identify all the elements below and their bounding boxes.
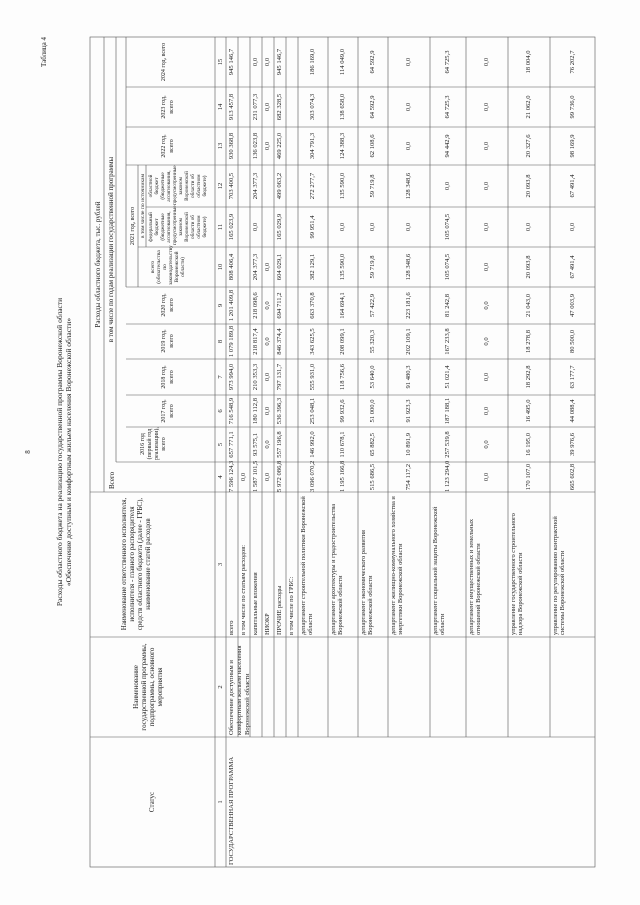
col-number: 1: [217, 800, 224, 804]
table-cell: 128 348,6: [405, 253, 412, 281]
table-cell: 18 278,8: [525, 329, 532, 354]
table-cell: 0,0: [264, 440, 271, 449]
table-cell: 253 048,1: [309, 397, 316, 425]
table-cell: 128 348,6: [405, 172, 412, 200]
table-cell: 99 932,6: [339, 399, 346, 423]
header-budget-group: Расходы областного бюджета, тыс. рублей: [94, 201, 102, 328]
table-cell: 0,0: [264, 406, 271, 416]
table-cell: 716 548,9: [228, 397, 235, 425]
table-cell: 180 112,8: [252, 397, 259, 425]
table-cell: 94 442,9: [444, 134, 451, 158]
row-label: департамент имущественных и земельных отношений Воронежской области: [468, 518, 482, 635]
table-cell: 5 972 086,8: [276, 460, 283, 492]
table-cell: 0,0: [405, 222, 412, 232]
table-cell: 80 500,0: [568, 329, 576, 354]
table-cell: 7 596 124,3: [228, 460, 235, 492]
header-by-years: в том числе по годам реализации государственной программы: [107, 156, 115, 343]
table-cell: 64 592,9: [369, 50, 376, 74]
table-cell: 16 495,0: [525, 399, 532, 423]
table-cell: 44 088,4: [568, 399, 576, 423]
col-number: 14: [217, 103, 224, 111]
row-label: департамент строительной политики Воронежской области: [300, 496, 314, 635]
table-cell: 47 003,9: [568, 293, 576, 318]
row-label: управление по регулированию контрактной системы Воронежской области: [552, 516, 566, 635]
table-cell: 499 063,2: [276, 172, 283, 200]
table-cell: 76 202,7: [568, 50, 576, 74]
table-cell: 0,0: [264, 337, 271, 346]
table-cell: 754 117,2: [405, 463, 412, 491]
col-number: 7: [217, 375, 224, 379]
table-cell: 64 725,3: [444, 50, 451, 74]
table-cell: 186 169,0: [309, 48, 316, 76]
table-cell: 0,0: [405, 102, 412, 112]
table-cell: 110 678,1: [339, 431, 346, 458]
table-cell: 18 004,0: [525, 50, 532, 74]
table-cell: 0,0: [264, 301, 271, 310]
col-number: 2: [217, 685, 224, 689]
annex-label: Таблица 4: [40, 37, 48, 67]
table-cell: 57 422,9: [369, 293, 376, 318]
table-cell: 65 882,5: [369, 432, 376, 457]
table-cell: 187 188,1: [444, 397, 451, 425]
table-cell: 10 891,9: [405, 432, 412, 457]
table-cell: 99 951,4: [309, 215, 316, 239]
header-2021-incl: в том числе по источникам: [140, 173, 146, 239]
table-cell: 93 575,1: [252, 432, 259, 457]
table-cell: 53 640,0: [369, 365, 376, 389]
col-number: 12: [217, 182, 224, 190]
col-number: 3: [217, 562, 224, 567]
header-total: Всего: [108, 471, 116, 489]
table-cell: 21 043,0: [525, 293, 532, 318]
table-cell: 913 457,8: [228, 93, 235, 121]
table-cell: 657 771,1: [228, 431, 235, 458]
row-label: НИОКР: [264, 613, 271, 635]
table-cell: 105 074,5: [444, 253, 451, 281]
table-cell: 557 196,8: [276, 431, 283, 458]
table-subtitle: «Обеспечение доступным и комфортным жильем населения Воронежской области»: [64, 317, 73, 587]
table-cell: 555 931,0: [309, 363, 316, 391]
table-cell: 218 817,4: [252, 328, 259, 355]
table-cell: 204 377,3: [252, 172, 259, 200]
header-2023: 2023 год, всего: [161, 95, 175, 119]
table-cell: 0,0: [483, 472, 490, 482]
col-number: 10: [217, 263, 224, 271]
table-cell: 1 587 101,5: [252, 460, 259, 492]
header-responsible: Наименование ответственного исполнителя, исполнителя - главного распорядителя средств областного бюджета (далее - ГРБС), наименование статей расходов: [120, 497, 152, 631]
table-cell: 105 074,5: [444, 213, 451, 241]
header-2021-group: 2021 год, всего: [130, 206, 136, 246]
table-cell: 59 719,8: [369, 255, 376, 279]
table-cell: 208 099,1: [339, 328, 346, 355]
table-cell: 118 756,6: [339, 363, 346, 391]
table-cell: 0,0: [264, 57, 271, 67]
table-cell: 0,0: [444, 181, 451, 191]
row-label: департамент экономического развития Воронежской области: [360, 530, 374, 635]
table-cell: 20 093,8: [525, 255, 532, 279]
col-number: 15: [217, 58, 224, 66]
table-cell: 0,0: [240, 472, 247, 482]
table-cell: 846 374,4: [276, 328, 283, 355]
table-cell: 663 370,8: [309, 292, 316, 319]
row-label: департамент архитектуры и градостроительства Воронежской области: [330, 503, 344, 635]
table-cell: 135 590,0: [339, 253, 346, 281]
table-cell: 0,0: [264, 141, 271, 151]
table-cell: 930 368,8: [228, 132, 235, 160]
table-cell: 202 109,1: [405, 328, 412, 355]
table-cell: 165 029,9: [276, 213, 283, 241]
table-cell: 136 023,8: [252, 132, 259, 160]
table-cell: 0,0: [483, 141, 490, 151]
table-cell: 0,0: [252, 57, 259, 67]
page-number: 8: [24, 450, 32, 454]
table-cell: 170 107,0: [525, 463, 532, 491]
table-cell: 91 480,3: [405, 365, 412, 389]
table-cell: 18 292,8: [525, 365, 532, 389]
table-cell: 382 129,1: [309, 253, 316, 281]
table-cell: 945 146,7: [276, 48, 283, 76]
col-number: 13: [217, 142, 224, 150]
row-label: департамент жилищно-коммунального хозяйства и энергетики Воронежской области: [390, 496, 404, 635]
table-cell: 0,0: [483, 222, 490, 232]
table-cell: 231 077,3: [252, 93, 259, 121]
table-cell: 51 021,4: [444, 365, 451, 389]
table-title: Расходы областного бюджета на реализацию государственной программы Воронежской области: [55, 297, 64, 607]
header-2022: 2022 год, всего: [161, 134, 175, 158]
table-cell: 99 736,0: [568, 95, 576, 119]
table-cell: 0,0: [483, 372, 490, 382]
table-cell: 3 096 070,2: [309, 460, 316, 492]
table-cell: 0,0: [483, 57, 490, 67]
table-cell: 146 992,0: [309, 431, 316, 458]
table-cell: 135 590,0: [339, 172, 346, 200]
table-cell: 1 123 294,0: [444, 460, 451, 492]
table-cell: 164 694,1: [339, 292, 346, 319]
table-cell: 604 029,1: [276, 253, 283, 281]
table-cell: 59 719,8: [369, 174, 376, 198]
header-2018: 2018 год, всего: [161, 365, 175, 389]
table-cell: 303 074,3: [309, 93, 316, 121]
table-cell: 64 725,3: [444, 95, 451, 119]
table-cell: 0,0: [252, 222, 259, 232]
table-cell: 63 177,7: [568, 365, 576, 389]
table-cell: 945 146,7: [228, 48, 235, 76]
table-cell: 0,0: [568, 222, 576, 232]
header-2017: 2017 год, всего: [161, 399, 175, 423]
table-cell: 223 181,6: [405, 292, 412, 319]
header-2021-federal: федеральный бюджет (бюджетные ассигнования, предусмотренные законом Воронежской области об областном бюджете): [148, 205, 208, 245]
col-number: 5: [217, 442, 224, 447]
table-cell: 973 994,0: [228, 363, 235, 391]
table-cell: 114 049,0: [339, 48, 346, 76]
table-cell: 64 592,9: [369, 95, 376, 119]
row-label: департамент социальной защиты Воронежской области: [432, 506, 446, 635]
table-cell: 515 686,5: [369, 463, 376, 491]
table-cell: 797 131,7: [276, 363, 283, 391]
table-cell: 67 491,4: [568, 174, 576, 198]
table-cell: 0,0: [369, 222, 376, 232]
header-status: Статус: [148, 791, 156, 813]
header-2020: 2020 год, всего: [161, 293, 175, 317]
table-cell: 694 711,2: [276, 292, 283, 319]
table-cell: 0,0: [483, 440, 490, 449]
table-cell: 51 000,0: [369, 399, 376, 423]
table-cell: 16 195,0: [525, 432, 532, 457]
table-cell: 0,0: [525, 222, 532, 232]
table-cell: 20 327,6: [525, 134, 532, 158]
table-cell: 0,0: [483, 337, 490, 346]
table-cell: 272 277,7: [309, 172, 316, 200]
table-cell: 0,0: [483, 181, 490, 191]
header-2021-regional: областной бюджет (бюджетные ассигнования, предусмотренные законом Воронежской области об областном бюджете): [148, 165, 208, 205]
col-number: 6: [217, 409, 224, 413]
row-label: в том числе по ГРБС:: [288, 576, 295, 635]
table-cell: 0,0: [264, 372, 271, 382]
table-cell: 20 093,8: [525, 174, 532, 198]
table-cell: 39 976,6: [568, 432, 576, 457]
table-cell: 0,0: [405, 57, 412, 67]
table-cell: 343 625,5: [309, 328, 316, 355]
table-cell: 257 539,8: [444, 431, 451, 458]
status-cell: ГОСУДАРСТВЕННАЯ ПРОГРАММА: [228, 756, 235, 865]
col-number: 9: [217, 303, 224, 308]
table-cell: 665 602,8: [568, 463, 576, 491]
table-cell: 81 242,8: [444, 293, 451, 318]
table-cell: 0,0: [483, 301, 490, 310]
table-cell: 98 169,9: [568, 134, 576, 158]
table-cell: 1 079 189,8: [228, 325, 235, 358]
table-cell: 0,0: [264, 262, 271, 272]
col-number: 8: [217, 339, 224, 344]
table-cell: 808 406,4: [228, 253, 235, 281]
table-cell: 91 923,3: [405, 399, 412, 423]
table-cell: 703 400,5: [228, 172, 235, 200]
table-cell: 0,0: [339, 222, 346, 232]
table-cell: 55 320,3: [369, 329, 376, 354]
table-cell: 67 491,4: [568, 255, 576, 279]
table-cell: 210 353,3: [252, 363, 259, 391]
row-label: всего: [228, 620, 235, 635]
table-cell: 1 201 409,8: [228, 289, 235, 322]
table-cell: 165 023,9: [228, 213, 235, 241]
table-cell: 682 328,5: [276, 93, 283, 121]
table-cell: 0,0: [405, 141, 412, 151]
table-cell: 218 098,6: [252, 292, 259, 319]
header-2021-total: всего (обязательства по законодательству Воронежской области): [150, 245, 186, 285]
table-cell: 1 195 166,8: [339, 460, 346, 492]
table-cell: 204 377,3: [252, 253, 259, 281]
table-cell: 0,0: [483, 406, 490, 416]
table-cell: 0,0: [483, 102, 490, 112]
table-cell: 304 791,3: [309, 132, 316, 160]
table-cell: 21 062,0: [525, 95, 532, 119]
table-cell: 0,0: [264, 102, 271, 112]
header-2019: 2019 год, всего: [161, 329, 175, 353]
header-program-name: Наименование государственной программы, подпрограммы, основного мероприятия: [132, 643, 164, 731]
table-cell: 167 233,8: [444, 328, 451, 355]
row-label: ПРОЧИЕ расходы: [276, 585, 283, 635]
table-cell: 0,0: [483, 262, 490, 272]
row-label: в том числе по статьям расходов:: [240, 545, 247, 635]
table-cell: 536 396,3: [276, 397, 283, 425]
col-number: 4: [217, 475, 224, 479]
header-2024: 2024 год, всего: [161, 42, 167, 82]
program-name-cell: Обеспечение доступным и комфортным жильем населения Воронежской области: [228, 645, 251, 735]
row-label: капитальные вложения: [252, 572, 259, 635]
header-2016: 2016 год (первый год реализации), всего: [140, 427, 167, 460]
table-cell: 124 388,3: [339, 132, 346, 160]
table-cell: 469 225,0: [276, 132, 283, 160]
table-cell: 138 658,0: [339, 93, 346, 121]
col-number: 11: [217, 223, 224, 231]
table-cell: 62 108,6: [369, 134, 376, 158]
row-label: управление государственного строительного надзора Воронежской области: [510, 513, 524, 635]
table-cell: 0,0: [264, 472, 271, 482]
